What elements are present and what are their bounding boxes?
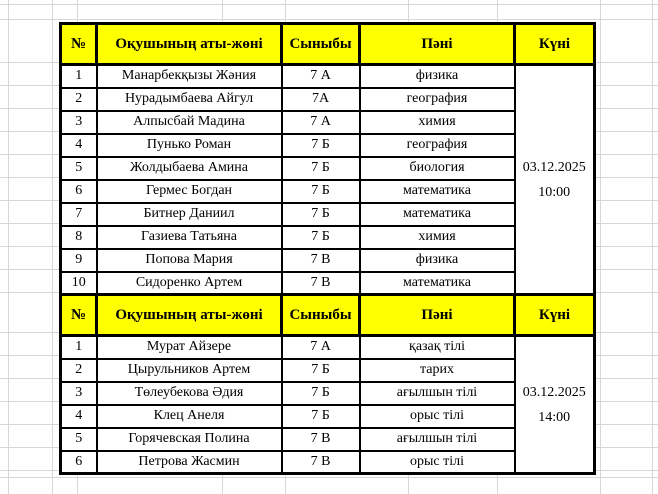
gridline: [0, 19, 658, 20]
table-row: [61, 451, 595, 474]
cell-num[interactable]: 1: [61, 65, 97, 88]
exam-schedule-table: [59, 22, 596, 475]
cell-subject[interactable]: физика: [360, 65, 515, 88]
cell-subject[interactable]: математика: [360, 180, 515, 203]
cell-class[interactable]: 7 В: [282, 272, 360, 295]
cell-num[interactable]: 6: [61, 180, 97, 203]
cell-subject[interactable]: физика: [360, 249, 515, 272]
table-row: [61, 134, 595, 157]
gridline: [52, 0, 53, 494]
column-header-class[interactable]: Сыныбы: [282, 295, 360, 336]
cell-class[interactable]: 7 Б: [282, 359, 360, 382]
column-header-name[interactable]: Оқушының аты-жөні: [97, 24, 282, 65]
cell-class[interactable]: 7 А: [282, 336, 360, 359]
cell-name[interactable]: Төлеубекова Әдия: [97, 382, 282, 405]
cell-num[interactable]: 5: [61, 428, 97, 451]
date-text: 03.12.2025: [522, 384, 586, 400]
cell-name[interactable]: Мурат Айзере: [97, 336, 282, 359]
cell-class[interactable]: 7 Б: [282, 226, 360, 249]
cell-class[interactable]: 7 Б: [282, 134, 360, 157]
table-row: [61, 336, 595, 359]
table-row: [61, 272, 595, 295]
cell-num[interactable]: 4: [61, 405, 97, 428]
cell-num[interactable]: 4: [61, 134, 97, 157]
cell-num[interactable]: 3: [61, 111, 97, 134]
cell-name[interactable]: Манарбекқызы Жәния: [97, 65, 282, 88]
table-row: [61, 382, 595, 405]
cell-name[interactable]: Алпысбай Мадина: [97, 111, 282, 134]
gridline: [8, 0, 9, 494]
date-text: 03.12.2025: [522, 159, 586, 175]
cell-date-merged[interactable]: [515, 65, 595, 295]
cell-class[interactable]: 7 А: [282, 65, 360, 88]
cell-date-merged[interactable]: [515, 336, 595, 474]
cell-name[interactable]: Нурадымбаева Айгул: [97, 88, 282, 111]
table-row: [61, 405, 595, 428]
cell-subject[interactable]: тарих: [360, 359, 515, 382]
cell-num[interactable]: 6: [61, 451, 97, 474]
table-row: [61, 359, 595, 382]
table-row: [61, 249, 595, 272]
column-header-date[interactable]: Күні: [515, 295, 595, 336]
cell-num[interactable]: 5: [61, 157, 97, 180]
table-row: [61, 88, 595, 111]
column-header-date[interactable]: Күні: [515, 24, 595, 65]
cell-name[interactable]: Гермес Богдан: [97, 180, 282, 203]
column-header-subject[interactable]: Пәні: [360, 24, 515, 65]
cell-class[interactable]: 7 Б: [282, 180, 360, 203]
cell-class[interactable]: 7 В: [282, 451, 360, 474]
cell-class[interactable]: 7 Б: [282, 203, 360, 226]
table-row: [61, 428, 595, 451]
column-header-num[interactable]: №: [61, 295, 97, 336]
column-header-num[interactable]: №: [61, 24, 97, 65]
table-row: [61, 203, 595, 226]
table-row: [61, 65, 595, 88]
cell-name[interactable]: Газиева Татьяна: [97, 226, 282, 249]
cell-class[interactable]: 7 А: [282, 111, 360, 134]
cell-num[interactable]: 2: [61, 88, 97, 111]
cell-num[interactable]: 9: [61, 249, 97, 272]
header-row: [61, 24, 595, 65]
cell-subject[interactable]: география: [360, 88, 515, 111]
table-row: [61, 111, 595, 134]
cell-subject[interactable]: орыс тілі: [360, 451, 515, 474]
column-header-class[interactable]: Сыныбы: [282, 24, 360, 65]
cell-class[interactable]: 7 В: [282, 249, 360, 272]
cell-subject[interactable]: география: [360, 134, 515, 157]
cell-subject[interactable]: ағылшын тілі: [360, 428, 515, 451]
cell-class[interactable]: 7 Б: [282, 157, 360, 180]
table-row: [61, 157, 595, 180]
gridline: [600, 0, 601, 494]
cell-subject[interactable]: математика: [360, 203, 515, 226]
time-text: 14:00: [538, 409, 571, 425]
cell-class[interactable]: 7 Б: [282, 405, 360, 428]
cell-class[interactable]: 7 Б: [282, 382, 360, 405]
cell-subject[interactable]: химия: [360, 226, 515, 249]
gridline: [652, 0, 653, 494]
cell-name[interactable]: Пунько Роман: [97, 134, 282, 157]
cell-subject[interactable]: химия: [360, 111, 515, 134]
cell-subject[interactable]: математика: [360, 272, 515, 295]
cell-name[interactable]: Попова Мария: [97, 249, 282, 272]
cell-subject[interactable]: биология: [360, 157, 515, 180]
time-text: 10:00: [538, 184, 571, 200]
table-row: [61, 226, 595, 249]
cell-num[interactable]: 2: [61, 359, 97, 382]
cell-subject[interactable]: қазақ тілі: [360, 336, 515, 359]
cell-name[interactable]: Жолдыбаева Амина: [97, 157, 282, 180]
cell-name[interactable]: Сидоренко Артем: [97, 272, 282, 295]
gridline: [0, 477, 658, 478]
cell-name[interactable]: Цырульников Артем: [97, 359, 282, 382]
column-header-name[interactable]: Оқушының аты-жөні: [97, 295, 282, 336]
cell-name[interactable]: Петрова Жасмин: [97, 451, 282, 474]
cell-name[interactable]: Клец Анеля: [97, 405, 282, 428]
cell-class[interactable]: 7А: [282, 88, 360, 111]
cell-subject[interactable]: ағылшын тілі: [360, 382, 515, 405]
cell-name[interactable]: Битнер Даниил: [97, 203, 282, 226]
column-header-subject[interactable]: Пәні: [360, 295, 515, 336]
cell-class[interactable]: 7 В: [282, 428, 360, 451]
cell-num[interactable]: 10: [61, 272, 97, 295]
cell-num[interactable]: 3: [61, 382, 97, 405]
cell-num[interactable]: 7: [61, 203, 97, 226]
exam-table-body: [61, 24, 595, 474]
cell-num[interactable]: 8: [61, 226, 97, 249]
table-row: [61, 180, 595, 203]
header-row: [61, 295, 595, 336]
cell-name[interactable]: Горячевская Полина: [97, 428, 282, 451]
cell-subject[interactable]: орыс тілі: [360, 405, 515, 428]
gridline: [0, 4, 658, 5]
cell-num[interactable]: 1: [61, 336, 97, 359]
